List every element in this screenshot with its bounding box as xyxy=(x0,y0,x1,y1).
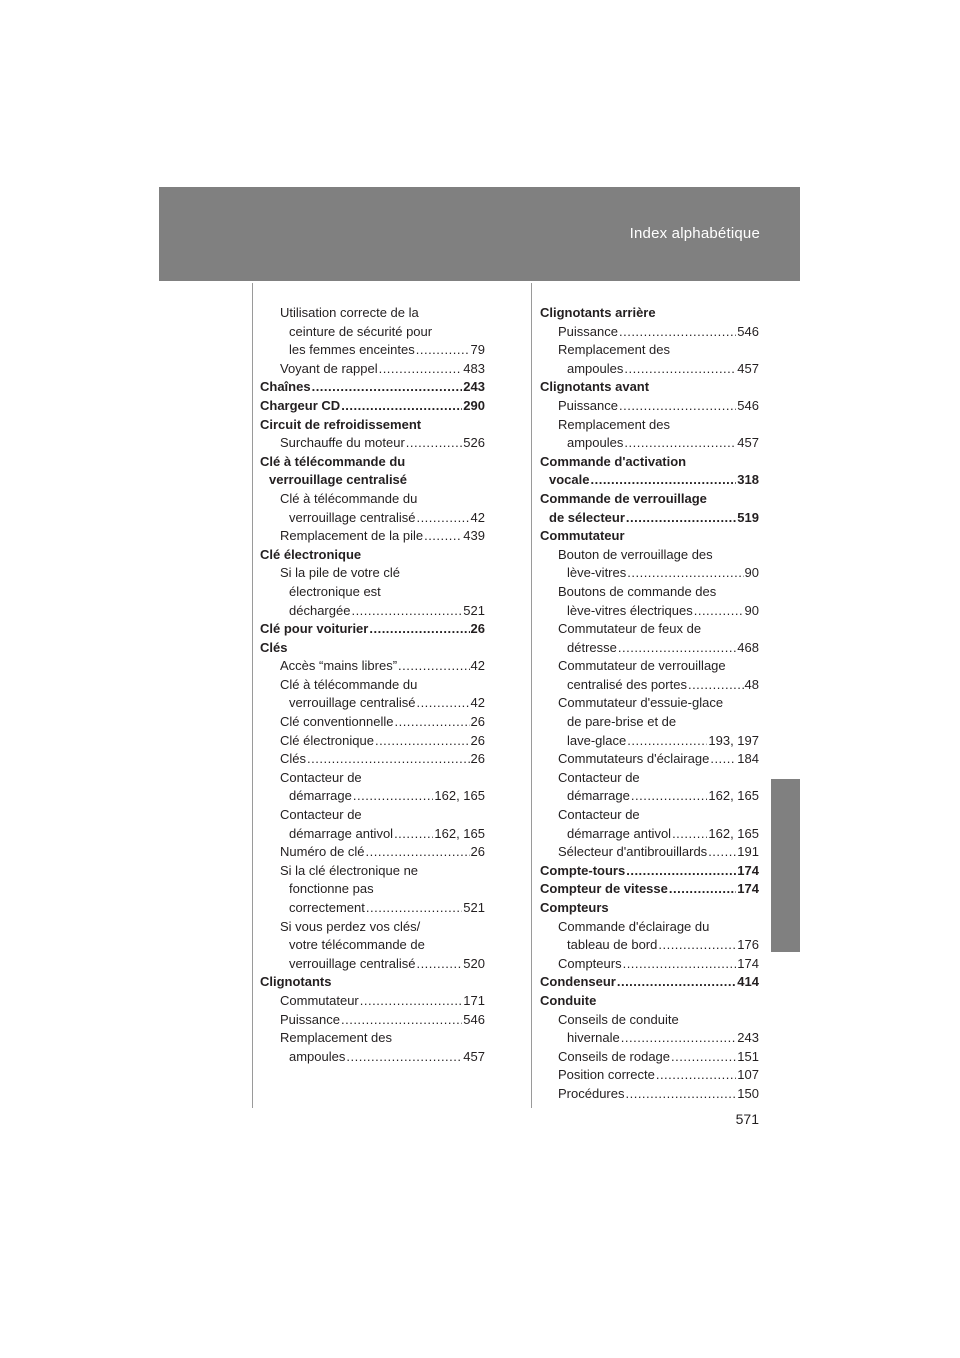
index-entry xyxy=(260,694,485,713)
dot-leader xyxy=(669,880,736,899)
index-entry xyxy=(540,1085,759,1104)
entry-page-ref[interactable]: 457 xyxy=(737,435,759,451)
index-entry xyxy=(260,787,485,806)
dot-leader xyxy=(626,509,736,528)
entry-term: Clé conventionnelle xyxy=(280,714,394,730)
index-entry xyxy=(260,527,485,546)
entry-page-ref[interactable]: 162, 165 xyxy=(434,825,485,841)
entry-page-ref[interactable]: 546 xyxy=(737,397,759,413)
index-entry xyxy=(540,862,759,881)
entry-term: Chaînes xyxy=(260,379,311,395)
entry-term: Accès “mains libres” xyxy=(280,658,398,674)
dot-leader xyxy=(624,360,736,379)
section-title: Index alphabétique xyxy=(629,225,760,242)
index-subentry-line: Si la pile de votre clé xyxy=(280,565,400,581)
entry-term: correctement xyxy=(289,900,365,915)
entry-page-ref[interactable]: 26 xyxy=(470,714,485,730)
entry-page-ref[interactable]: 162, 165 xyxy=(708,788,759,804)
index-entry xyxy=(260,713,485,732)
entry-page-ref[interactable]: 26 xyxy=(470,621,485,637)
index-entry xyxy=(260,378,485,397)
index-subentry-line: Utilisation correcte de la xyxy=(280,305,419,320)
index-subentry-line: Commande d'éclairage du xyxy=(558,918,710,934)
index-heading: Commutateur xyxy=(540,528,625,544)
index-entry xyxy=(540,825,759,844)
index-entry xyxy=(540,434,759,453)
dot-leader xyxy=(424,527,462,546)
entry-term: Clé pour voiturier xyxy=(260,621,369,637)
index-entry xyxy=(260,397,485,416)
dot-leader xyxy=(658,936,736,955)
index-entry xyxy=(540,880,759,899)
entry-page-ref[interactable]: 174 xyxy=(737,862,759,878)
index-entry xyxy=(540,509,759,528)
dot-leader xyxy=(369,620,469,639)
entry-term: centralisé des portes xyxy=(567,676,687,692)
index-subentry-line: Bouton de verrouillage des xyxy=(558,546,713,562)
index-entry xyxy=(260,825,485,844)
index-entry xyxy=(260,843,485,862)
entry-term: Commutateur xyxy=(280,992,359,1008)
index-heading: Clés xyxy=(260,639,288,655)
index-subentry-line: Commutateur d'essuie-glace xyxy=(558,695,724,711)
index-heading: Circuit de refroidissement xyxy=(260,416,422,432)
index-heading: verrouillage centralisé xyxy=(269,472,408,488)
entry-term: détresse xyxy=(567,639,617,655)
dot-leader xyxy=(623,955,737,974)
index-subentry-line: Commutateur de verrouillage xyxy=(558,658,726,674)
dot-leader xyxy=(406,434,463,453)
index-subentry-line: Remplacement des xyxy=(280,1030,392,1046)
index-entry xyxy=(540,955,759,974)
entry-term: Commutateurs d'éclairage xyxy=(558,751,710,767)
index-entry xyxy=(260,509,485,528)
entry-term: Compteur de vitesse xyxy=(540,881,668,897)
index-entry xyxy=(260,360,485,379)
entry-term: Clé électronique xyxy=(280,732,374,748)
index-subentry-line: fonctionne pas xyxy=(289,881,374,897)
entry-term: de sélecteur xyxy=(549,509,625,525)
dot-leader xyxy=(708,843,736,862)
dot-leader xyxy=(346,1048,462,1067)
entry-page-ref[interactable]: 193, 197 xyxy=(708,732,759,748)
entry-page-ref[interactable]: 42 xyxy=(470,509,485,525)
entry-term: Remplacement de la pile xyxy=(280,528,424,544)
index-entry xyxy=(540,732,759,751)
entry-page-ref[interactable]: 79 xyxy=(470,342,485,358)
index-entry xyxy=(540,564,759,583)
index-subentry-line: Contacteur de xyxy=(558,769,640,785)
entry-page-ref[interactable]: 176 xyxy=(737,937,759,953)
middle-column-rule xyxy=(531,283,532,1108)
entry-term: lève-vitres xyxy=(567,565,627,581)
entry-term: Clés xyxy=(280,751,307,767)
entry-term: Compte-tours xyxy=(540,862,626,878)
entry-term: déchargée xyxy=(289,602,351,618)
dot-leader xyxy=(619,397,736,416)
index-subentry-line: votre télécommande de xyxy=(289,937,425,953)
entry-term: Chargeur CD xyxy=(260,397,341,413)
entry-page-ref[interactable]: 290 xyxy=(463,397,485,413)
dot-leader xyxy=(619,323,736,342)
entry-page-ref[interactable]: 414 xyxy=(737,974,759,990)
entry-term: Puissance xyxy=(558,397,618,413)
entry-term: démarrage antivol xyxy=(567,825,672,841)
dot-leader xyxy=(627,564,743,583)
dot-leader xyxy=(631,787,708,806)
index-subentry-line: électronique est xyxy=(289,583,381,599)
dot-leader xyxy=(617,973,736,992)
entry-page-ref[interactable]: 457 xyxy=(737,360,759,376)
index-subentry-line: Conseils de conduite xyxy=(558,1011,679,1027)
index-entry xyxy=(540,602,759,621)
dot-leader xyxy=(625,1085,736,1104)
dot-leader xyxy=(688,676,744,695)
entry-page-ref[interactable]: 546 xyxy=(737,323,759,339)
dot-leader xyxy=(627,732,707,751)
index-entry xyxy=(540,843,759,862)
index-subentry-line: Clé à télécommande du xyxy=(280,490,418,506)
index-subentry-line: Contacteur de xyxy=(280,769,362,785)
index-heading: Clignotants avant xyxy=(540,379,650,395)
dot-leader xyxy=(624,434,736,453)
dot-leader xyxy=(416,341,470,360)
index-entry xyxy=(540,750,759,769)
index-subentry-line: Contacteur de xyxy=(280,807,362,823)
entry-page-ref[interactable]: 191 xyxy=(737,844,759,860)
entry-term: ampoules xyxy=(567,360,624,376)
entry-page-ref[interactable]: 519 xyxy=(737,509,759,525)
entry-page-ref[interactable]: 243 xyxy=(463,379,485,395)
index-entry xyxy=(260,341,485,360)
entry-term: Conseils de rodage xyxy=(558,1048,671,1064)
dot-leader xyxy=(360,992,463,1011)
entry-page-ref[interactable]: 243 xyxy=(737,1030,759,1046)
entry-term: ampoules xyxy=(567,435,624,451)
index-subentry-line: Contacteur de xyxy=(558,807,640,823)
entry-page-ref[interactable]: 150 xyxy=(737,1085,759,1101)
entry-term: Position correcte xyxy=(558,1067,655,1083)
dot-leader xyxy=(353,787,434,806)
dot-leader xyxy=(394,713,469,732)
entry-page-ref[interactable]: 468 xyxy=(737,639,759,655)
entry-term: Puissance xyxy=(558,323,618,339)
chapter-thumb-tab xyxy=(771,779,800,952)
dot-leader xyxy=(351,602,462,621)
entry-term: démarrage xyxy=(289,788,352,804)
left-column-rule xyxy=(252,283,253,1108)
index-entry xyxy=(260,657,485,676)
entry-page-ref[interactable]: 171 xyxy=(463,992,485,1008)
entry-term: verrouillage centralisé xyxy=(289,695,416,711)
entry-page-ref[interactable]: 26 xyxy=(470,732,485,748)
index-entry xyxy=(260,620,485,639)
entry-page-ref[interactable]: 42 xyxy=(470,695,485,711)
index-entry xyxy=(540,973,759,992)
entry-term: ampoules xyxy=(289,1048,346,1064)
entry-page-ref[interactable]: 42 xyxy=(470,658,485,674)
entry-term: Puissance xyxy=(280,1011,340,1027)
index-entry xyxy=(260,955,485,974)
entry-page-ref[interactable]: 26 xyxy=(470,844,485,860)
dot-leader xyxy=(672,825,707,844)
entry-term: verrouillage centralisé xyxy=(289,509,416,525)
index-column-left xyxy=(260,304,485,1066)
dot-leader xyxy=(416,694,469,713)
entry-page-ref[interactable]: 48 xyxy=(744,676,759,692)
index-entry xyxy=(540,471,759,490)
index-subentry-line: Boutons de commande des xyxy=(558,583,717,599)
entry-term: verrouillage centralisé xyxy=(289,955,416,971)
index-subentry-line: Si la clé électronique ne xyxy=(280,862,419,878)
entry-term: Voyant de rappel xyxy=(280,360,378,376)
index-entry xyxy=(540,1066,759,1085)
entry-page-ref[interactable]: 457 xyxy=(463,1048,485,1064)
index-entry xyxy=(540,676,759,695)
dot-leader xyxy=(375,732,470,751)
entry-term: Sélecteur d'antibrouillards xyxy=(558,844,708,860)
entry-term: Surchauffe du moteur xyxy=(280,435,405,451)
entry-page-ref[interactable]: 107 xyxy=(737,1067,759,1083)
dot-leader xyxy=(618,639,736,658)
dot-leader xyxy=(416,509,469,528)
entry-page-ref[interactable]: 162, 165 xyxy=(434,788,485,804)
index-entry xyxy=(260,1011,485,1030)
index-heading: Commande d'activation xyxy=(540,453,687,469)
dot-leader xyxy=(366,899,462,918)
index-entry xyxy=(540,360,759,379)
entry-term: vocale xyxy=(549,472,590,488)
entry-page-ref[interactable]: 483 xyxy=(463,360,485,376)
dot-leader xyxy=(710,750,736,769)
index-entry xyxy=(260,750,485,769)
entry-page-ref[interactable]: 90 xyxy=(744,602,759,618)
index-subentry-line: Commutateur de feux de xyxy=(558,621,702,637)
index-entry xyxy=(260,732,485,751)
entry-term: Compteurs xyxy=(558,955,622,971)
entry-page-ref[interactable]: 521 xyxy=(463,900,485,915)
entry-term: Numéro de clé xyxy=(280,844,365,860)
index-heading: Clé à télécommande du xyxy=(260,453,406,469)
entry-page-ref[interactable]: 526 xyxy=(463,435,485,451)
index-subentry-line: Remplacement des xyxy=(558,342,670,358)
entry-page-ref[interactable]: 520 xyxy=(463,955,485,971)
entry-page-ref[interactable]: 184 xyxy=(737,751,759,767)
dot-leader xyxy=(671,1048,736,1067)
index-entry xyxy=(540,639,759,658)
section-header-bar xyxy=(159,187,800,281)
entry-term: lave-glace xyxy=(567,732,627,748)
index-subentry-line: Clé à télécommande du xyxy=(280,676,418,692)
index-entry xyxy=(540,1029,759,1048)
index-subentry-line: ceinture de sécurité pour xyxy=(289,323,433,339)
dot-leader xyxy=(366,843,470,862)
dot-leader xyxy=(398,657,470,676)
index-entry xyxy=(540,936,759,955)
dot-leader xyxy=(341,397,462,416)
index-entry xyxy=(540,1048,759,1067)
entry-page-ref[interactable]: 174 xyxy=(737,881,759,897)
dot-leader xyxy=(379,360,463,379)
index-entry xyxy=(260,434,485,453)
dot-leader xyxy=(307,750,470,769)
entry-term: tableau de bord xyxy=(567,937,658,953)
dot-leader xyxy=(341,1011,462,1030)
entry-term: lève-vitres électriques xyxy=(567,602,693,618)
entry-term: démarrage xyxy=(567,788,630,804)
entry-page-ref[interactable]: 546 xyxy=(463,1011,485,1027)
index-subentry-line: de pare-brise et de xyxy=(567,714,677,730)
index-entry xyxy=(540,787,759,806)
entry-page-ref[interactable]: 521 xyxy=(463,602,485,618)
entry-term: les femmes enceintes xyxy=(289,342,415,358)
entry-page-ref[interactable]: 162, 165 xyxy=(708,825,759,841)
entry-page-ref[interactable]: 151 xyxy=(737,1048,759,1064)
entry-page-ref[interactable]: 174 xyxy=(737,955,759,971)
entry-term: démarrage antivol xyxy=(289,825,394,841)
index-entry xyxy=(260,992,485,1011)
entry-term: hivernale xyxy=(567,1030,620,1046)
entry-page-ref[interactable]: 90 xyxy=(744,565,759,581)
dot-leader xyxy=(694,602,744,621)
index-entry xyxy=(260,1048,485,1067)
dot-leader xyxy=(590,471,736,490)
dot-leader xyxy=(621,1029,737,1048)
index-heading: Clignotants arrière xyxy=(540,305,656,320)
index-column-right xyxy=(540,304,759,1104)
entry-page-ref[interactable]: 439 xyxy=(463,528,485,544)
dot-leader xyxy=(626,862,736,881)
index-subentry-line: Si vous perdez vos clés/ xyxy=(280,918,421,934)
dot-leader xyxy=(416,955,462,974)
index-heading: Compteurs xyxy=(540,900,609,915)
index-entry xyxy=(540,323,759,342)
index-heading: Commande de verrouillage xyxy=(540,490,707,506)
entry-term: Condenseur xyxy=(540,974,616,990)
entry-term: Procédures xyxy=(558,1085,625,1101)
index-entry xyxy=(260,899,485,918)
dot-leader xyxy=(656,1066,736,1085)
index-entry xyxy=(260,602,485,621)
index-heading: Clé électronique xyxy=(260,546,362,562)
index-heading: Conduite xyxy=(540,992,597,1008)
entry-page-ref[interactable]: 318 xyxy=(737,472,759,488)
dot-leader xyxy=(394,825,433,844)
page-number: 571 xyxy=(735,1111,759,1127)
dot-leader xyxy=(312,378,463,397)
entry-page-ref[interactable]: 26 xyxy=(470,751,485,767)
index-subentry-line: Remplacement des xyxy=(558,416,670,432)
index-heading: Clignotants xyxy=(260,974,332,990)
index-entry xyxy=(540,397,759,416)
